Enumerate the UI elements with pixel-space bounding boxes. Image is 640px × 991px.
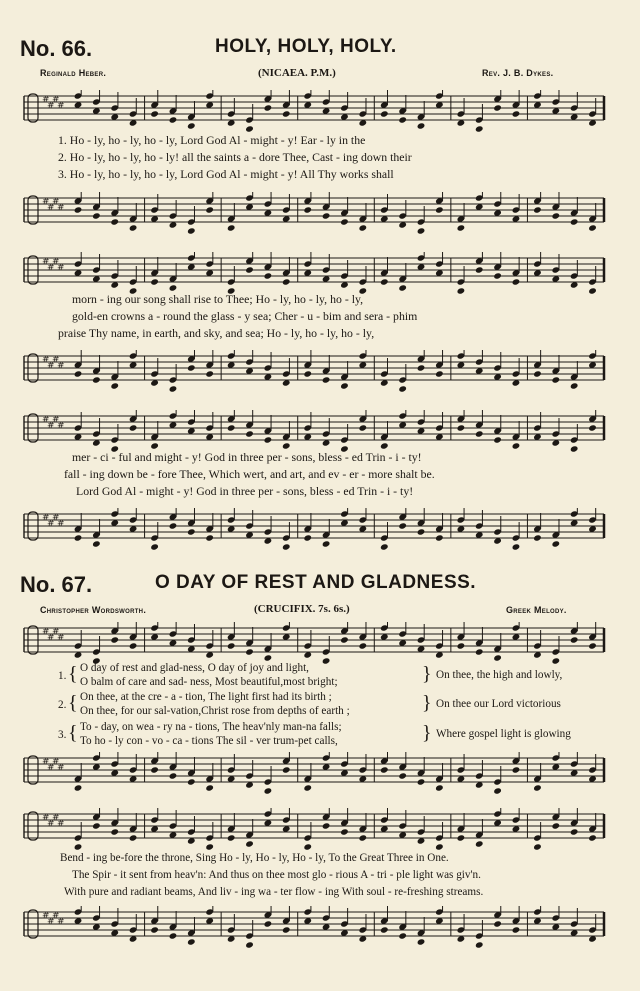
svg-text:#: # xyxy=(57,633,65,643)
hymn-66-s1-verse-3: 3. Ho - ly, ho - ly, ho - ly, Lord God Al - might - y! All Thy works shall xyxy=(58,167,394,181)
svg-text:#: # xyxy=(42,627,50,637)
hymn-67-verse-2-refrain: On thee our Lord victorious xyxy=(436,698,561,710)
hymn-67-verse-1-number: 1. xyxy=(58,670,67,682)
svg-text:#: # xyxy=(42,911,50,921)
hymn-66-bass-staff-2 xyxy=(0,350,640,400)
svg-text:#: # xyxy=(47,819,55,829)
hymn-67-s2-verse-2: The Spir - it sent from heav'n: And thus on thee most glo - rious A - tri - ple light was giv'n. xyxy=(72,869,481,881)
svg-text:#: # xyxy=(57,101,65,111)
svg-text:#: # xyxy=(57,263,65,273)
hymn-67-tune: (CRUCIFIX. 7s. 6s.) xyxy=(254,603,350,615)
hymn-67-verse-1-refrain: On thee, the high and lowly, xyxy=(436,669,563,681)
hymn-67-bass-staff-2 xyxy=(0,906,640,952)
hymn-66-tune: (NICAEA. P.M.) xyxy=(258,67,336,79)
hymn-66-s3-verse-3: Lord God Al - might - y! God in three per - sons, bless - ed Trin - i - ty! xyxy=(76,484,414,498)
svg-text:#: # xyxy=(42,513,50,523)
hymn-66-bass-staff-1 xyxy=(0,192,640,242)
hymn-67-verse-2-right-brace: } xyxy=(422,692,432,714)
svg-text:#: # xyxy=(47,917,55,927)
hymn-67-composer: Greek Melody. xyxy=(506,605,567,615)
svg-text:#: # xyxy=(57,519,65,529)
svg-text:#: # xyxy=(47,633,55,643)
svg-text:#: # xyxy=(52,197,60,207)
svg-text:#: # xyxy=(47,519,55,529)
svg-text:#: # xyxy=(57,421,65,431)
hymn-66-s3-verse-1: mer - ci - ful and might - y! God in three per - sons, bless - ed Trin - i - ty! xyxy=(72,450,422,464)
hymn-67-treble-staff-2 xyxy=(0,808,640,854)
svg-text:#: # xyxy=(47,263,55,273)
hymn-66-composer: Rev. J. B. Dykes. xyxy=(482,68,554,78)
hymn-67-verse-3-right-brace: } xyxy=(422,722,432,744)
hymn-66-author: Reginald Heber. xyxy=(40,68,107,78)
svg-text:#: # xyxy=(42,197,50,207)
svg-text:#: # xyxy=(57,361,65,371)
svg-text:#: # xyxy=(52,355,60,365)
hymn-67-verse-1-line-b: O balm of care and sad- ness, Most beautiful,most bright; xyxy=(80,676,338,688)
svg-text:#: # xyxy=(42,355,50,365)
svg-text:#: # xyxy=(52,95,60,105)
svg-text:#: # xyxy=(57,819,65,829)
svg-text:#: # xyxy=(52,415,60,425)
svg-text:#: # xyxy=(42,757,50,767)
svg-text:#: # xyxy=(42,257,50,267)
svg-text:#: # xyxy=(52,513,60,523)
hymn-66-title: HOLY, HOLY, HOLY. xyxy=(215,36,397,57)
hymn-67-verse-1-left-brace: { xyxy=(68,663,78,685)
hymn-66-s2-verse-3: praise Thy name, in earth, and sky, and sea; Ho - ly, ho - ly, ho - ly, xyxy=(58,326,375,340)
svg-text:#: # xyxy=(47,101,55,111)
hymn-67-author: Christopher Wordsworth. xyxy=(40,605,147,615)
hymn-66-s3-verse-2: fall - ing down be - fore Thee, Which wert, and art, and ev - er - more shalt be. xyxy=(64,467,435,481)
hymn-67-verse-3-refrain: Where gospel light is glowing xyxy=(436,728,571,740)
hymn-67-s2-verse-1: Bend - ing be-fore the throne, Sing Ho - ly, Ho - ly, Ho - ly, To the Great Three in One. xyxy=(60,852,449,864)
hymn-67-verse-2-left-brace: { xyxy=(68,692,78,714)
svg-text:#: # xyxy=(52,757,60,767)
hymn-67-verse-2-line-a: On thee, at the cre - a - tion, The light first had its birth ; xyxy=(80,691,332,703)
svg-text:#: # xyxy=(47,421,55,431)
hymn-67-number: No. 67. xyxy=(20,572,93,597)
hymn-67-verse-2-number: 2. xyxy=(58,699,67,711)
hymn-67-verse-3-left-brace: { xyxy=(68,722,78,744)
svg-text:#: # xyxy=(42,415,50,425)
hymn-66-s1-verse-1: 1. Ho - ly, ho - ly, ho - ly, Lord God Al - might - y! Ear - ly in the xyxy=(58,133,366,147)
svg-text:#: # xyxy=(47,361,55,371)
hymn-67-s2-verse-3: With pure and radiant beams, And liv - ing wa - ter flow - ing With soul - re-freshing streams. xyxy=(64,886,484,898)
hymn-66-bass-staff-3 xyxy=(0,508,640,558)
svg-text:#: # xyxy=(57,203,65,213)
hymn-67-verse-3-number: 3. xyxy=(58,729,67,741)
hymn-67-verse-1-line-a: O day of rest and glad-ness, O day of joy and light, xyxy=(80,662,309,674)
hymn-66-number: No. 66. xyxy=(20,36,93,61)
hymn-67-verse-3-line-b: To ho - ly con - vo - ca - tions The sil - ver trum-pet calls, xyxy=(80,735,338,747)
hymn-67-verse-1-right-brace: } xyxy=(422,663,432,685)
hymn-67-verse-2-line-b: On thee, for our sal-vation,Christ rose from depths of earth ; xyxy=(80,705,350,717)
svg-text:#: # xyxy=(47,763,55,773)
svg-text:#: # xyxy=(52,911,60,921)
svg-text:#: # xyxy=(52,257,60,267)
svg-text:#: # xyxy=(47,203,55,213)
svg-text:#: # xyxy=(42,813,50,823)
svg-text:#: # xyxy=(42,95,50,105)
hymn-66-s1-verse-2: 2. Ho - ly, ho - ly, ho - ly! all the saints a - dore Thee, Cast - ing down their xyxy=(58,150,412,164)
svg-text:#: # xyxy=(52,813,60,823)
svg-text:#: # xyxy=(52,627,60,637)
hymn-66-s2-verse-1: morn - ing our song shall rise to Thee; Ho - ly, ho - ly, ho - ly, xyxy=(72,292,364,306)
hymn-67-title: O DAY OF REST AND GLADNESS. xyxy=(155,572,477,593)
svg-text:#: # xyxy=(57,917,65,927)
hymn-67-bass-staff-1 xyxy=(0,752,640,798)
hymn-67-verse-3-line-a: To - day, on wea - ry na - tions, The heav'nly man-na falls; xyxy=(80,721,342,733)
hymn-66-s2-verse-2: gold-en crowns a - round the glass - y sea; Cher - u - bim and sera - phim xyxy=(72,309,418,323)
svg-text:#: # xyxy=(57,763,65,773)
